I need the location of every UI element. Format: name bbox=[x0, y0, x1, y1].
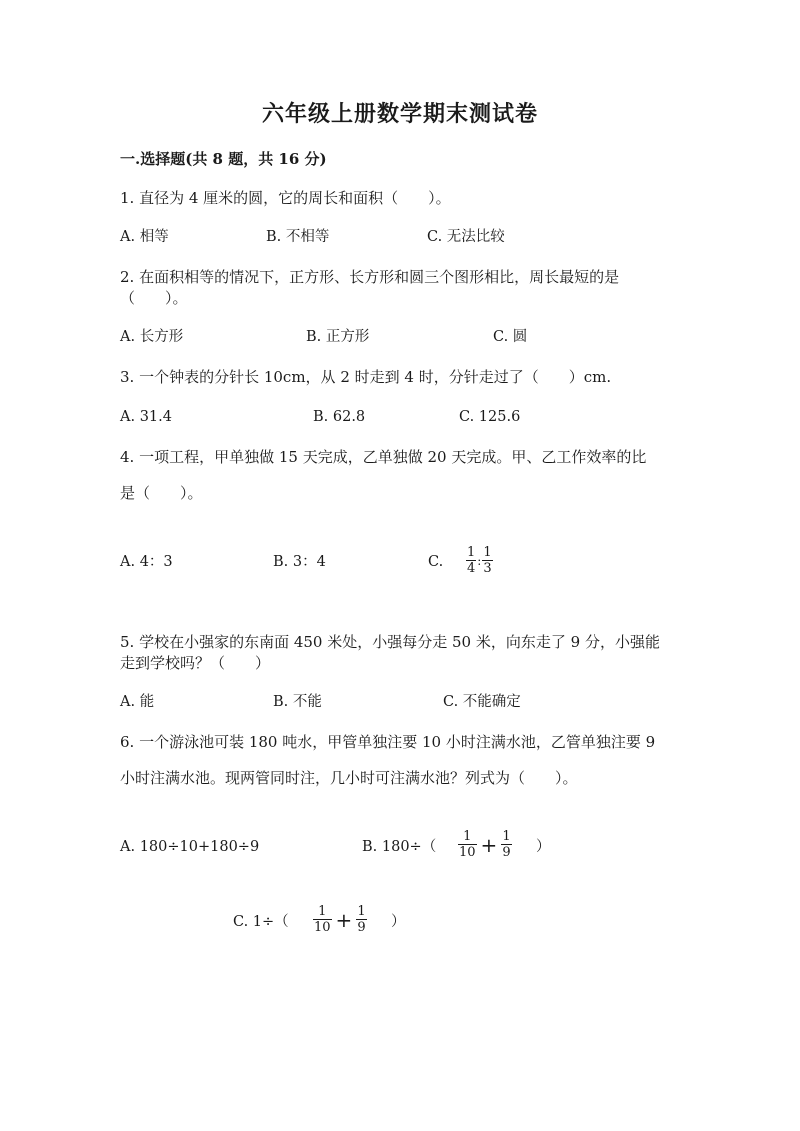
fraction-one-tenth: $\frac{1}{10}$ bbox=[314, 904, 331, 935]
plus-sign: + bbox=[480, 832, 498, 857]
question-5-option-a[interactable]: A. 能 bbox=[120, 694, 155, 710]
plus-sign: + bbox=[335, 907, 353, 932]
question-4-option-a[interactable]: A. 4：3 bbox=[120, 554, 173, 570]
question-6-text-line1: 6. 一个游泳池可装 180 吨水，甲管单独注要 10 小时注满水池，乙管单独注要 9 bbox=[120, 733, 656, 751]
fraction-one-tenth: $\frac{1}{10}$ bbox=[459, 829, 476, 860]
question-6-option-c-label[interactable]: C. 1÷（ bbox=[233, 914, 289, 930]
question-6-option-c-close-paren: ） bbox=[391, 914, 406, 930]
question-4-text-line1: 4. 一项工程，甲单独做 15 天完成，乙单独做 20 天完成。甲、乙工作效率的比 bbox=[120, 448, 647, 466]
question-5-text-line2: 走到学校吗？（ ） bbox=[120, 654, 271, 672]
question-3-option-b[interactable]: B. 62.8 bbox=[313, 409, 366, 425]
question-1-text: 1. 直径为 4 厘米的圆，它的周长和面积（ ）。 bbox=[120, 189, 451, 207]
fraction-one-ninth: $\frac{1}{9}$ bbox=[357, 904, 366, 935]
question-6-text-line2: 小时注满水池。现两管同时注，几小时可注满水池？列式为（ ）。 bbox=[120, 769, 578, 787]
question-1-option-b[interactable]: B. 不相等 bbox=[266, 229, 330, 245]
question-2-text-line2: （ ）。 bbox=[120, 289, 188, 307]
question-3-text: 3. 一个钟表的分针长 10cm，从 2 时走到 4 时，分针走过了（ ）cm. bbox=[120, 368, 612, 386]
section-heading: 一.选择题(共 8 题，共 16 分) bbox=[120, 150, 327, 168]
question-6-option-b-expression bbox=[458, 830, 512, 859]
fraction-one-quarter: $\frac{1}{4}$ bbox=[467, 545, 476, 576]
question-4-text-line2: 是（ ）。 bbox=[120, 484, 203, 502]
question-2-option-b[interactable]: B. 正方形 bbox=[306, 329, 370, 345]
question-2-text-line1: 2. 在面积相等的情况下，正方形、长方形和圆三个图形相比，周长最短的是 bbox=[120, 268, 620, 286]
question-4-option-b[interactable]: B. 3：4 bbox=[273, 554, 326, 570]
question-3-option-a[interactable]: A. 31.4 bbox=[120, 409, 172, 425]
question-5-option-b[interactable]: B. 不能 bbox=[273, 694, 322, 710]
question-6-option-b-label[interactable]: B. 180÷（ bbox=[362, 839, 437, 855]
question-4-ratio-expression bbox=[466, 546, 493, 575]
page-title: 六年级上册数学期末测试卷 bbox=[261, 101, 538, 127]
question-1-option-c[interactable]: C. 无法比较 bbox=[427, 229, 505, 245]
question-6-option-a[interactable]: A. 180÷10+180÷9 bbox=[120, 839, 260, 855]
ratio-separator: : bbox=[477, 553, 482, 568]
question-3-option-c[interactable]: C. 125.6 bbox=[459, 409, 521, 425]
question-5-option-c[interactable]: C. 不能确定 bbox=[443, 694, 521, 710]
fraction-one-ninth: $\frac{1}{9}$ bbox=[502, 829, 511, 860]
question-5-text-line1: 5. 学校在小强家的东南面 450 米处，小强每分走 50 米，向东走了 9 分，小强能 bbox=[120, 633, 660, 651]
question-4-option-c-label: C. bbox=[428, 554, 444, 570]
question-2-option-a[interactable]: A. 长方形 bbox=[120, 329, 184, 345]
question-6-option-b-close-paren: ） bbox=[536, 839, 551, 855]
question-2-option-c[interactable]: C. 圆 bbox=[493, 329, 528, 345]
fraction-one-third: $\frac{1}{3}$ bbox=[483, 545, 492, 576]
question-4-option-c[interactable] bbox=[428, 553, 443, 571]
question-1-option-a[interactable]: A. 相等 bbox=[120, 229, 169, 245]
question-6-option-c-expression bbox=[313, 905, 367, 934]
